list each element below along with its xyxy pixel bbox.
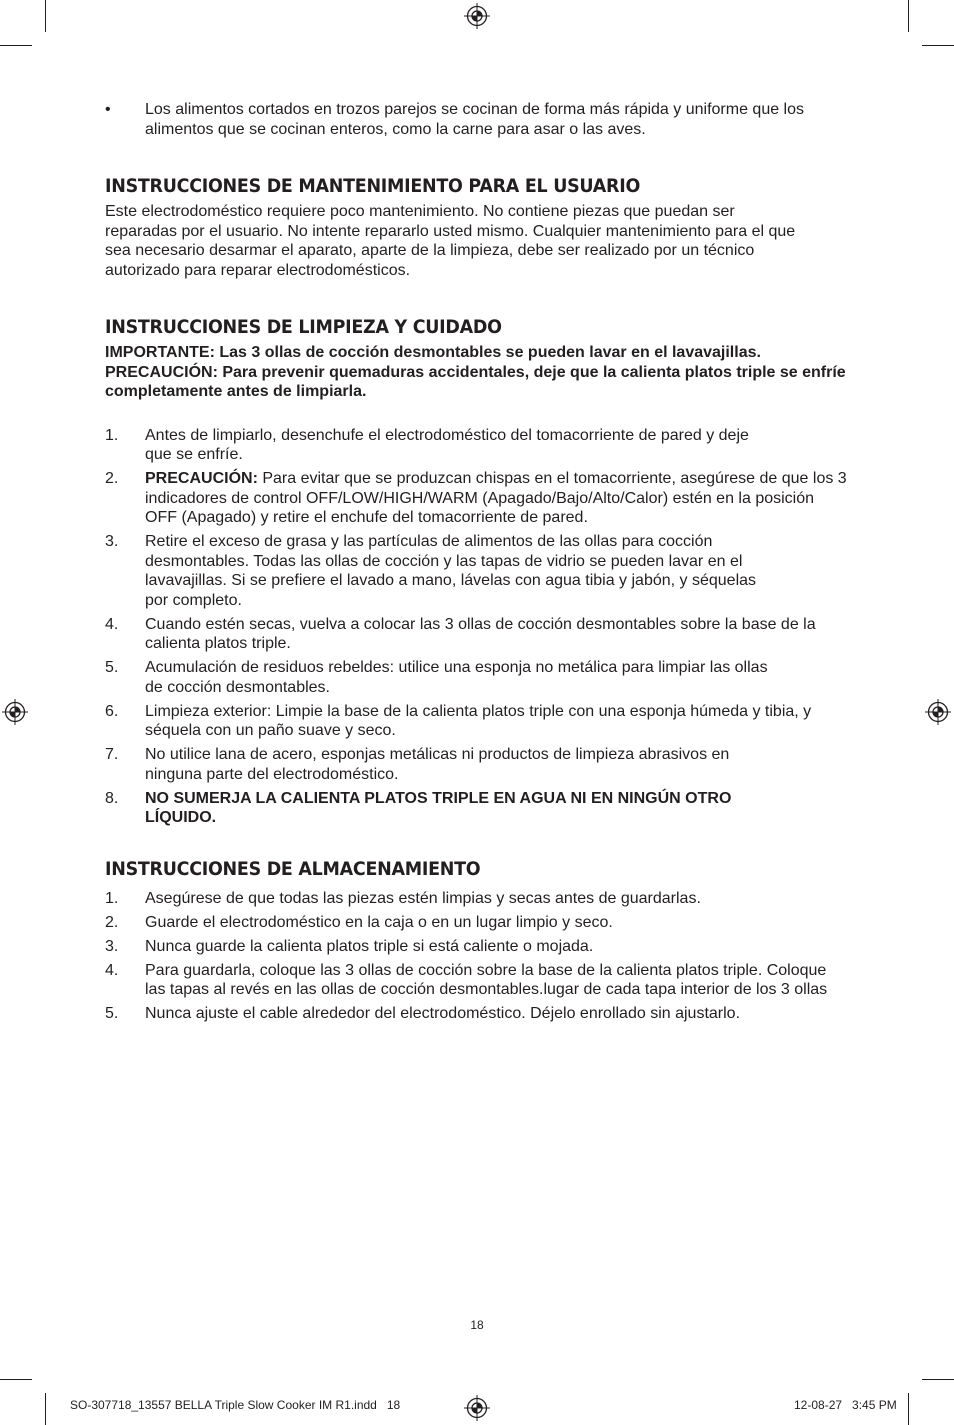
step-number: 5.	[105, 1005, 119, 1022]
crop-mark-top-left-v	[45, 0, 46, 32]
step-text: Para guardarla, coloque las 3 ollas de cocción sobre la base de la calienta platos triple. Coloque las tapas al revés en las ollas de cocción desmontables.lugar de cada tapa interior de los 3 ollas	[145, 961, 828, 998]
list-item	[105, 745, 850, 784]
list-item	[105, 937, 850, 957]
list-item	[105, 615, 850, 654]
crop-mark-top-right-v	[908, 0, 909, 32]
step-number: 1.	[105, 889, 119, 907]
list-item	[105, 658, 850, 697]
step-number: 4.	[105, 615, 119, 633]
cleaning-steps-list	[105, 426, 850, 828]
step-number: 3.	[105, 533, 119, 550]
step-text: Nunca guarde la calienta platos triple si está caliente o mojada.	[145, 937, 594, 955]
step-text: Retire el exceso de grasa y las partículas de alimentos de las ollas para cocción desmontables. Todas las ollas de cocción y las tapas de vidrio se pueden lavar en el lavavajillas. Si se prefiere el lavado a mano, lávelas con agua tibia y jabón, y séquelas por completo.	[145, 533, 757, 609]
cleaning-heading: INSTRUCCIONES DE LIMPIEZA Y CUIDADO	[105, 316, 502, 338]
step-text: Limpieza exterior: Limpie la base de la calienta platos triple con una esponja húmeda y tibia, y séquela con un paño suave y seco.	[145, 702, 812, 739]
step-number: 3.	[105, 937, 119, 955]
step-number: 4.	[105, 961, 119, 979]
list-item	[105, 426, 850, 465]
step-number: 5.	[105, 659, 119, 676]
list-item	[105, 789, 850, 828]
list-item	[105, 469, 850, 528]
maintenance-heading: INSTRUCCIONES DE MANTENIMIENTO PARA EL USUARIO	[105, 175, 641, 197]
storage-steps-list	[105, 889, 850, 1024]
step-text: Guarde el electrodoméstico en la caja o en un lugar limpio y seco.	[145, 913, 613, 931]
list-item	[105, 961, 850, 1000]
intro-bullet	[93, 100, 850, 139]
crop-mark-bottom-right-v	[908, 1393, 909, 1425]
maintenance-body: Este electrodoméstico requiere poco mantenimiento. No contiene piezas que puedan ser reparadas por el usuario. No intente repararlo usted mismo. Cualquier mantenimiento para el que sea necesario desarmar el aparato, aparte de la limpieza, debe ser realizado por un técnico autorizado para reparar electrodomésticos.	[105, 203, 796, 279]
list-item	[105, 913, 850, 933]
step-text-rest: Para evitar que se produzcan chispas en el tomacorriente, asegúrese de que los 3 indicadores de control OFF/LOW/HIGH/WARM (Apagado/Bajo/Alto/Calor) estén en la posición OFF (Apagado) y retire el enchufe del tomacorriente de pared.	[145, 470, 847, 526]
step-number: 2.	[105, 470, 119, 487]
list-item	[105, 1004, 850, 1024]
bullet-mark: •	[105, 101, 111, 118]
step-number: 8.	[105, 789, 119, 807]
crop-mark-bottom-left-v	[45, 1393, 46, 1425]
footer-file-name: SO-307718_13557 BELLA Triple Slow Cooker IM R1.indd 18	[70, 1398, 401, 1412]
step-text	[145, 469, 850, 528]
registration-crosshair-icon	[925, 699, 951, 725]
registration-crosshair-icon	[464, 3, 490, 29]
step-number: 7.	[105, 746, 119, 763]
list-item	[105, 889, 850, 909]
step-text: NO SUMERJA LA CALIENTA PLATOS TRIPLE EN AGUA NI EN NINGÚN OTRO LÍQUIDO.	[145, 789, 732, 826]
step-number: 2.	[105, 913, 119, 931]
step-text: No utilice lana de acero, esponjas metálicas ni productos de limpieza abrasivos en ninguna parte del electrodoméstico.	[145, 746, 730, 783]
list-item	[105, 532, 850, 610]
crop-mark-bottom-left-h	[0, 1379, 32, 1380]
registration-crosshair-icon	[464, 1395, 490, 1421]
cleaning-caution-note: PRECAUCIÓN: Para prevenir quemaduras accidentales, deje que la calienta platos triple se enfríe completamente antes de limpiarla.	[105, 363, 846, 400]
step-text: Cuando estén secas, vuelva a colocar las 3 ollas de cocción desmontables sobre la base de la calienta platos triple.	[145, 615, 816, 652]
step-text: Acumulación de residuos rebeldes: utilice una esponja no metálica para limpiar las ollas de cocción desmontables.	[145, 659, 768, 696]
step-text: Nunca ajuste el cable alrededor del electrodoméstico. Déjelo enrollado sin ajustarlo.	[145, 1005, 741, 1022]
page-number: 18	[470, 1318, 484, 1332]
step-text: Antes de limpiarlo, desenchufe el electrodoméstico del tomacorriente de pared y deje que se enfríe.	[145, 426, 749, 463]
registration-crosshair-icon	[2, 699, 28, 725]
crop-mark-top-left-h	[0, 45, 32, 46]
page-content	[105, 100, 850, 1028]
list-item	[105, 702, 850, 741]
step-number: 1.	[105, 426, 119, 444]
step-text: Asegúrese de que todas las piezas estén limpias y secas antes de guardarlas.	[145, 889, 701, 907]
crop-mark-bottom-right-h	[922, 1379, 954, 1380]
step-lead-label: PRECAUCIÓN:	[145, 470, 258, 487]
crop-mark-top-right-h	[922, 45, 954, 46]
storage-heading: INSTRUCCIONES DE ALMACENAMIENTO	[105, 857, 481, 880]
cleaning-important-note: IMPORTANTE: Las 3 ollas de cocción desmontables se pueden lavar en el lavavajillas.	[105, 344, 761, 361]
intro-bullet-text: Los alimentos cortados en trozos parejos se cocinan de forma más rápida y uniforme que los alimentos que se cocinan enteros, como la carne para asar o las aves.	[145, 101, 805, 138]
footer-datetime: 12-08-27 3:45 PM	[794, 1398, 897, 1412]
step-number: 6.	[105, 702, 119, 720]
